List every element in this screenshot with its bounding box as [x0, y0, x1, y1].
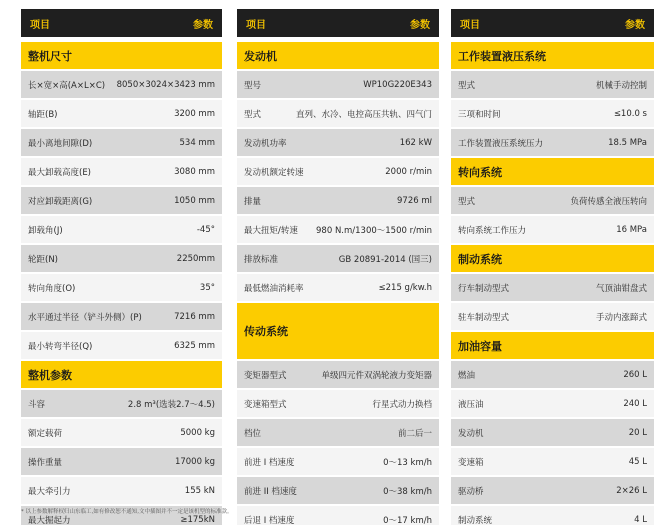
spec-value: 8050×3024×3423 mm: [116, 79, 215, 90]
spec-value: 240 L: [623, 398, 647, 409]
spec-row: [21, 332, 222, 361]
spec-label: 转向角度(O): [28, 283, 76, 294]
spec-label: 最大卸载高度(E): [28, 167, 92, 178]
spec-value: 162 kW: [399, 137, 432, 148]
spec-row: [451, 506, 654, 525]
spec-row: [451, 303, 654, 332]
spec-row: [451, 187, 654, 216]
spec-row: [21, 303, 222, 332]
spec-label: 最小转弯半径(Q): [28, 341, 93, 352]
spec-value: 气顶油钳盘式: [595, 283, 647, 294]
spec-label: 轮距(N): [28, 254, 58, 265]
spec-label: 转向系统工作压力: [458, 225, 527, 236]
spec-label: 发动机额定转速: [244, 167, 304, 178]
spec-label: 液压油: [458, 399, 484, 410]
spec-row: [21, 71, 222, 100]
header-param-label: 参数: [625, 19, 645, 31]
spec-value: 行星式动力换档: [372, 399, 432, 410]
spec-label: 排量: [244, 196, 262, 207]
spec-label: 型式: [458, 196, 476, 207]
spec-label: 最小离地间隙(D): [28, 138, 93, 149]
spec-label: 档位: [244, 428, 262, 439]
spec-value: 直列、水冷、电控高压共轨、四气门: [295, 109, 432, 120]
spec-row: [237, 506, 439, 525]
spec-value: 35°: [199, 282, 215, 293]
spec-value: 534 mm: [179, 137, 215, 148]
spec-row: [451, 361, 654, 390]
spec-value: 手动内涨蹄式: [595, 312, 647, 323]
spec-row: [237, 216, 439, 245]
spec-row: [237, 129, 439, 158]
spec-label: 轴距(B): [28, 109, 58, 120]
spec-value: 单级四元件双涡轮液力变矩器: [321, 370, 432, 381]
spec-row: [451, 216, 654, 245]
spec-label: 行车制动型式: [458, 283, 510, 294]
spec-row: [21, 100, 222, 129]
spec-row: [237, 245, 439, 274]
spec-value: 2250mm: [176, 253, 215, 264]
spec-row: [237, 71, 439, 100]
spec-label: 最低燃油消耗率: [244, 283, 304, 294]
spec-value: 20 L: [628, 427, 647, 438]
spec-label: 水平通过半径（铲斗外侧）(P): [28, 312, 142, 323]
spec-value: 18.5 MPa: [608, 137, 647, 148]
spec-value: -45°: [196, 224, 215, 235]
spec-row: [21, 477, 222, 506]
spec-row: [21, 129, 222, 158]
spec-label: 斗容: [28, 399, 46, 410]
spec-row: [237, 448, 439, 477]
spec-value: 0～17 km/h: [383, 515, 432, 525]
spec-label: 型式: [458, 80, 476, 91]
spec-value: 2000 r/min: [385, 166, 432, 177]
header-item-label: 项目: [460, 19, 480, 31]
spec-label: 型式: [244, 109, 262, 120]
section-title-steering: 转向系统: [451, 158, 654, 187]
spec-column-1: [21, 9, 222, 525]
spec-row: [237, 361, 439, 390]
spec-row: [451, 274, 654, 303]
section-title-engine: 发动机: [237, 42, 439, 71]
spec-value: 980 N.m/1300～1500 r/min: [316, 225, 432, 236]
section-title-machine-params: 整机参数: [21, 361, 222, 390]
column-header: [237, 9, 439, 37]
spec-label: 操作重量: [28, 457, 63, 468]
spec-column-3: [451, 9, 654, 525]
spec-row: [21, 448, 222, 477]
spec-value: 260 L: [623, 369, 647, 380]
spec-row: [237, 100, 439, 129]
spec-label: 变矩器型式: [244, 370, 287, 381]
spec-row: [21, 274, 222, 303]
spec-row: [451, 129, 654, 158]
spec-row: [21, 245, 222, 274]
spec-label: 卸载角(J): [28, 225, 63, 236]
section-title-hydraulic: 工作装置液压系统: [451, 42, 654, 71]
spec-row: [451, 448, 654, 477]
spec-row: [237, 419, 439, 448]
spec-row: [451, 477, 654, 506]
spec-label: 驱动桥: [458, 486, 484, 497]
spec-label: 长×宽×高(A×L×C): [28, 80, 106, 91]
spec-row: [451, 71, 654, 100]
column-header: [21, 9, 222, 37]
spec-value: 7216 mm: [174, 311, 215, 322]
spec-label: 变速箱型式: [244, 399, 287, 410]
spec-value: ≤10.0 s: [613, 108, 647, 119]
spec-value: 5000 kg: [180, 427, 215, 438]
spec-value: ≥175kN: [180, 514, 215, 525]
spec-row: [237, 390, 439, 419]
section-title-braking: 制动系统: [451, 245, 654, 274]
spec-value: 2.8 m³(选装2.7～4.5): [127, 399, 215, 410]
section-title-dimensions: 整机尺寸: [21, 42, 222, 71]
spec-label: 变速箱: [458, 457, 484, 468]
spec-value: 16 MPa: [616, 224, 647, 235]
section-title-fill-capacity: 加油容量: [451, 332, 654, 361]
section-title-transmission: 传动系统: [237, 303, 439, 361]
spec-label: 三项和时间: [458, 109, 501, 120]
footnote: * 以上参数解释权归山东临工,如有修改恕不通知,文中插图并不一定是该机型的标准款。: [21, 509, 233, 515]
spec-row: [21, 419, 222, 448]
spec-label: 后退 I 档速度: [244, 515, 295, 525]
spec-value: 9726 ml: [397, 195, 432, 206]
spec-row: [237, 187, 439, 216]
spec-label: 发动机: [458, 428, 484, 439]
spec-label: 前进 II 档速度: [244, 486, 297, 497]
spec-row: [21, 390, 222, 419]
header-param-label: 参数: [410, 19, 430, 31]
spec-label: 型号: [244, 80, 262, 91]
spec-row: [451, 419, 654, 448]
spec-value: 4 L: [634, 514, 647, 525]
spec-value: ≤215 g/kw.h: [378, 282, 432, 293]
spec-value: GB 20891-2014 (国三): [338, 254, 432, 265]
spec-value: 机械手动控制: [595, 80, 647, 91]
header-item-label: 项目: [30, 19, 50, 31]
spec-row: [451, 100, 654, 129]
spec-value: 3080 mm: [174, 166, 215, 177]
spec-value: 前二后一: [397, 428, 432, 439]
spec-label: 发动机功率: [244, 138, 287, 149]
spec-label: 最大掘起力: [28, 515, 71, 525]
spec-label: 制动系统: [458, 515, 493, 525]
spec-value: 45 L: [628, 456, 647, 467]
spec-value: 3200 mm: [174, 108, 215, 119]
header-item-label: 项目: [246, 19, 266, 31]
spec-label: 最大牵引力: [28, 486, 71, 497]
column-header: [451, 9, 654, 37]
spec-row: [237, 477, 439, 506]
header-param-label: 参数: [193, 19, 213, 31]
spec-row: [237, 274, 439, 303]
spec-label: 前进 I 档速度: [244, 457, 295, 468]
spec-row: [451, 390, 654, 419]
spec-value: 155 kN: [184, 485, 215, 496]
spec-value: 0～13 km/h: [383, 457, 432, 468]
spec-label: 工作装置液压系统压力: [458, 138, 544, 149]
spec-value: 负荷传感全液压转向: [570, 196, 647, 207]
spec-value: 2×26 L: [616, 485, 647, 496]
spec-row: [21, 158, 222, 187]
spec-label: 排放标准: [244, 254, 279, 265]
spec-row: [237, 158, 439, 187]
spec-value: 0～38 km/h: [383, 486, 432, 497]
spec-value: 6325 mm: [174, 340, 215, 351]
spec-value: 1050 mm: [174, 195, 215, 206]
spec-label: 驻车制动型式: [458, 312, 510, 323]
spec-value: WP10G220E343: [363, 79, 432, 90]
spec-label: 额定载荷: [28, 428, 63, 439]
spec-value: 17000 kg: [174, 456, 215, 467]
spec-label: 对应卸载距离(G): [28, 196, 93, 207]
spec-label: 燃油: [458, 370, 476, 381]
spec-row: [21, 216, 222, 245]
spec-label: 最大扭矩/转速: [244, 225, 298, 236]
spec-row: [21, 187, 222, 216]
spec-column-2: [237, 9, 439, 525]
